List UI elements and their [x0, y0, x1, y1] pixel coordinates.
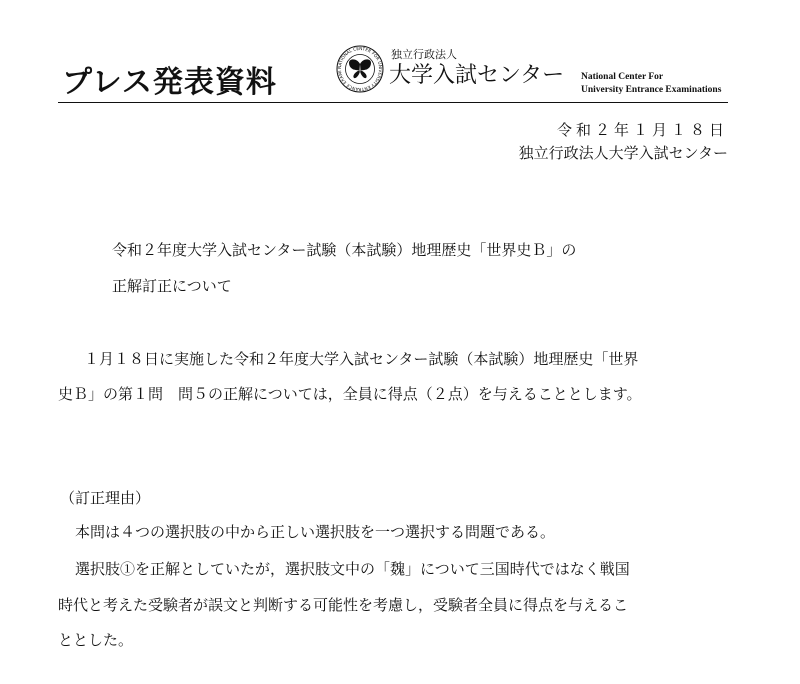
subject-line-1: 令和２年度大学入試センター試験（本試験）地理歴史「世界史Ｂ」の	[112, 241, 577, 259]
reason-line-2: 選択肢①を正解としていたが，選択肢文中の「魏」について三国時代ではなく戦国	[75, 560, 630, 578]
header-divider	[58, 102, 728, 103]
correction-reason-heading: （訂正理由）	[60, 489, 151, 507]
org-name-en-line2: University Entrance Examinations	[581, 85, 722, 95]
body-paragraph-line-1: １月１８日に実施した令和２年度大学入試センター試験（本試験）地理歴史「世界	[84, 350, 639, 368]
release-date: 令和２年１月１８日	[556, 121, 728, 139]
org-name-en-line1: National Center For	[581, 72, 664, 82]
reason-line-4: ととした。	[58, 631, 134, 649]
org-type-label: 独立行政法人	[391, 48, 457, 61]
org-name: 大学入試センター	[389, 63, 565, 88]
ncue-logo-icon	[336, 45, 384, 93]
subject-line-2: 正解訂正について	[112, 277, 232, 295]
logo-ring-text: NATIONAL CENTER FOR UNIVERSITY ENTRANCE EXAMI	[337, 46, 383, 92]
body-paragraph-line-2: 史Ｂ」の第１問 問５の正解については，全員に得点（２点）を与えることとします。	[58, 385, 642, 403]
press-release-title: プレス発表資料	[62, 65, 277, 100]
reason-line-3: 時代と考えた受験者が誤文と判断する可能性を考慮し，受験者全員に得点を与えるこ	[58, 596, 629, 614]
issuer-name: 独立行政法人大学入試センター	[518, 144, 728, 162]
reason-line-1: 本問は４つの選択肢の中から正しい選択肢を一つ選択する問題である。	[75, 523, 556, 541]
butterfly-icon	[349, 59, 371, 78]
